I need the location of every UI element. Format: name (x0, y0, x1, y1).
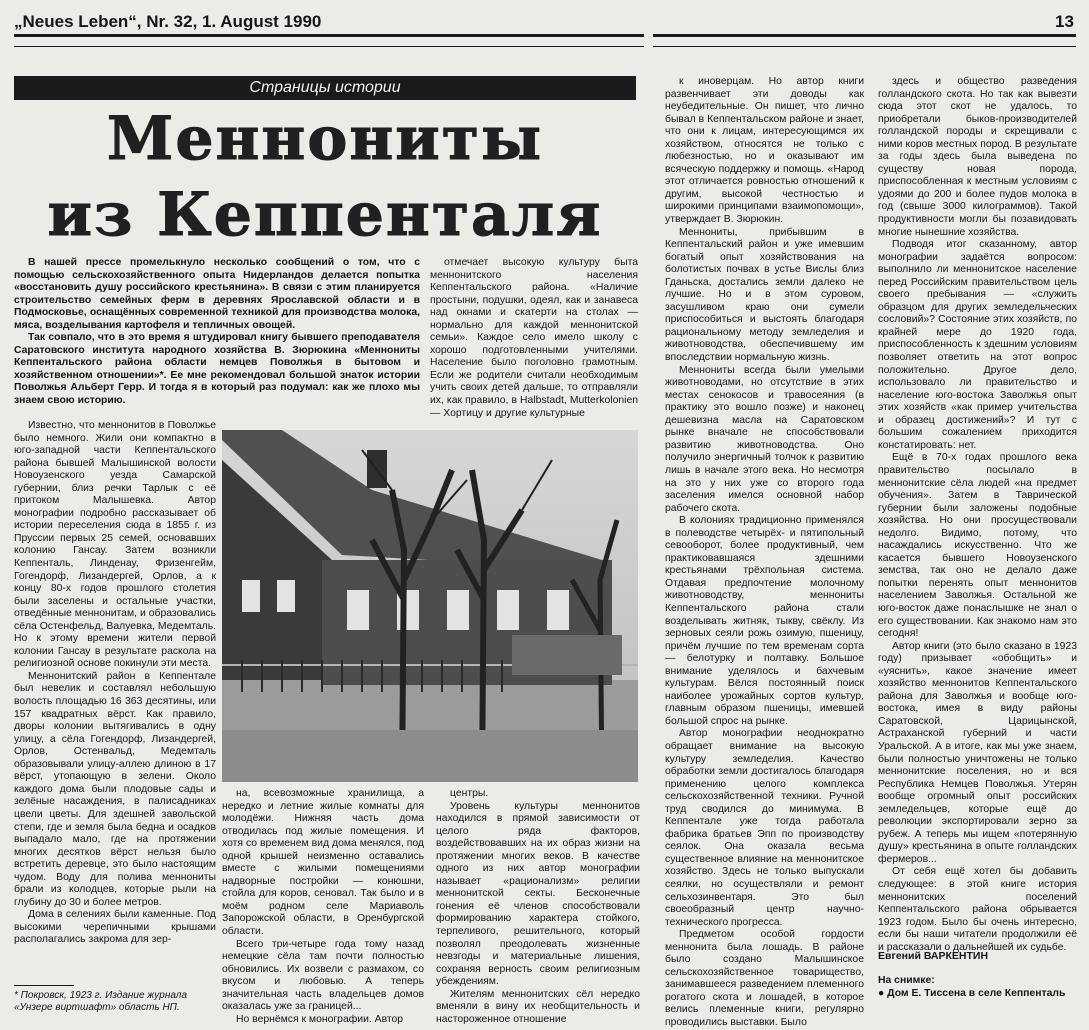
text-paragraph: В колониях традиционно применялся в полеводстве четырёх- и пятипольный севооборот, более продуктивный, чем практиковавшаяся здешними крестьянами трёхпольная система. Отдавая предпочтение молочному животноводству, меннониты Кеппентальского района стали возделывать житняк, тыкву, свёклу. Из зерновых сеяли рожь озимую, пшеницу, причём лучшие по тем временам сорта — белотурку и полтавку. Большое внимание уделялось и бахчевым культурам. Вёлся постоянный поиск наиболее урожайных сортов культур, главным образом пшеницы, имевшей большой спрос на рынке. (665, 515, 864, 727)
text-paragraph: центры. (450, 788, 489, 799)
column-5 (878, 76, 1077, 953)
article-title-line1: Меннониты (106, 104, 544, 174)
footnote-rule (14, 985, 74, 986)
section-rubric: Страницы истории (14, 76, 636, 100)
column-1 (14, 420, 216, 968)
text-paragraph: Предметом особой гордости меннонита была лошадь. В районе было создано Малышинское сельскохозяйственное товарищество, занимавшееся разведением племенного рогатого скота и лошадей, в которое велись племенные книги, регулярно проводились выставки. Было (665, 929, 864, 1029)
text-paragraph: к иноверцам. Но автор книги развенчивает эти доводы как неубедительные. Он пишет, что лично бывал в Кеппентальском районе и знает, что они к лицам, интересующимся их хозяйством, относятся не только с любезностью, но и оказывают им всяческую поддержку и помощь. «Народ этот отличается ровностью отношений к другим, высокой честностью и широкими принципами взаимопомощи», утверждает В. Зюрюкин. (665, 76, 864, 226)
caption-text: ● Дом Е. Тиссена в селе Кеппенталь (878, 987, 1066, 999)
text-paragraph: Всего три-четыре года тому назад немецкие сёла там почти полностью обновились. Их возвели с размахом, со вкусом и любовью. А теперь значительная часть владельцев домов оказалась уже за границей... (222, 938, 424, 1013)
column-2-top (430, 257, 638, 417)
lead-paragraph: В нашей прессе промелькнуло несколько сообщений о том, что с помощью сельскохозяйственного опыта Нидерландов делается попытка «восстановить душу российского крестьянина». В связи с этим планируется строительство семейных ферм в деревнях Ярославской области и в Подмосковье, оснащённых современной техникой для производства молока, мяса, возделывания картофеля и тепличных овощей. (14, 257, 420, 331)
text-paragraph: Уровень культуры меннонитов находился в прямой зависимости от целого ряда факторов, воздействовавших на их образ жизни на протяжении многих веков. В качестве одного из них автор монографии называет «рационализм» религии меннонитской секты. Бесконечные гонения её членов способствовали формированию характера стойкого, терпеливого, решительного, который позволял преодолевать жизненные невзгоды и материальные лишения, сохраняя верность своим религиозным убеждениям. (436, 800, 640, 988)
text-paragraph: Меннонитский район в Кеппентале был невелик и составлял небольшую волость площадью 16 363 десятины, или 157 квадратных вёрст. Как правило, дворы колонии вытягивались в одну улицу, а сёла Гогендорф, Лизандергей, Орлов, Остенвальд, Медемталь образовывали улицу-аллею длиною в 17 вёрст, утопающую в зелени. Около каждого дома были плодовые сады и зелёные насаждения, в палисадниках цвели цветы. Для здешней завольской степи, где и земля была бедна и осадков выпадало мало, где на протяжении многих десятков вёрст нельзя было встретить деревце, это было настоящим чудом. Воду для полива меннониты брали из колодцев, которые рыли на глубину до 30 и более метров. (14, 670, 216, 908)
column-2-bottom (222, 788, 424, 1025)
column-4 (665, 76, 864, 1029)
footnote: * Покровск, 1923 г. Издание журнала «Унзере виртшафт» область НП. (14, 990, 188, 1013)
header-rule-thin-left (14, 46, 644, 47)
lead-paragraph: Так совпало, что в это время я штудировал книгу бывшего преподавателя Саратовского института народного хозяйства В. Зюрюкина «Меннониты Кеппентальского района области немцев Поволжья в бытовом и хозяйственном отношении»*. Ее мне рекомендовал большой знаток истории Поволжья Альберт Герр. И тогда я в который раз подумал: как же плохо мы знаем свою историю. (14, 332, 420, 407)
header-rule-thin-right (653, 46, 1076, 47)
article-lead (14, 257, 420, 412)
page-number: 13 (1055, 12, 1074, 31)
text-paragraph: Жителям меннонитских сёл нередко вменяли в вину их необщительность и настороженное отношение (436, 988, 640, 1025)
newspaper-header: „Neues Leben“, Nr. 32, 1. August 1990 (14, 12, 322, 31)
text-paragraph: Известно, что меннонитов в Поволжье было немного. Жили они компактно в юго-западной части Кеппентальского района бывшей Малышинской волости Новоузенского уезда Самарской губернии, близ речки Тарлык с её притоком Малышевка. Автор монографии подробно рассказывает об истории переселения сюда в 1855 г. из Пруссии первых 25 семей, основавших колонию Гансау. Затем возникли Кеппенталь, Линденау, Фризенгейм, Гогендорф, Лизандергей, Орлов, а к концу 80-х годов прошлого столетия были заселены и остальные участки, отведённые меннонитам, и образовались сёла Остенфельд, Валуевка, Медемталь. Но к этому времени жители первой колонии Гансау в результате раскола на религиозной основе покинули эти места. (14, 420, 217, 670)
header-rule-left (14, 34, 644, 37)
photo-caption (878, 975, 1078, 1000)
text-paragraph: Меннониты, прибывшим в Кеппентальский район и уже имевшим богатый опыт хозяйствования на болотистых почвах в устье Вислы близ Гданьска, достались земли далеко не лучшие. Но и в этом суровом, засушливом краю они сумели приспособиться и выстоять благодаря рациональному методу земледелия и животноводства, обеспечившему им впоследствии нормальную жизнь. (665, 226, 864, 364)
text-paragraph: Дома в селениях были каменные. Под высокими черепичными крышами располагались закрома для зер- (14, 909, 216, 946)
text-paragraph: Автор монографии неоднократно обращает внимание на высокую культуру земледелия. Качество обработки земли достигалось благодаря применению целого комплекса сельскохозяйственной техники. Ручной труд сводился до минимума. В Кеппентале уже тогда работала фабрика братьев Эпп по производству сеялок. Она оказала весьма существенное влияние на меннонитское хозяйство. Здесь не только выпускали сеялки, но осуществляли и ремонт сельхозинвентаря. Это был своеобразный центр научно-технического прогресса. (665, 728, 864, 928)
text-paragraph: От себя ещё хотел бы добавить следующее: в этой книге история меннонитских поселений Кеппентальского района обрывается 1923 годом. Было бы очень интересно, если бы наши читатели продолжили её и рассказали о дальнейшей их судьбе. (878, 866, 1077, 953)
text-paragraph: здесь и общество разведения голландского скота. Но так как вывезти сюда этот скот не удалось, то приобретали быков-производителей голландской породы и скрещивали с ними коров местных пород. В результате за годы здесь была выведена по существу новая порода, приспособленная к местным условиям с удоями до 200 и более пудов молока в год (свыше 3000 килограммов). Такой продуктивности могли бы позавидовать многие нынешние хозяйства. (878, 76, 1077, 238)
caption-label: На снимке: (878, 975, 935, 986)
text-paragraph: Меннониты всегда были умелыми животноводами, но отсутствие в этих местах сенокосов и травосеяния (в практику это вошло позже) и наконец дешевизна масла на Саратовском рынке вначале не способствовали развитию животноводства. Оно получило энергичный толчок к развитию лишь в начале этого века. Но несмотря на это у них уже со второго года заселения имелся основной набор рабочего скота. (665, 364, 864, 514)
header-rule-right (653, 34, 1076, 37)
article-title-line2: из Кеппенталя (47, 180, 603, 250)
text-paragraph: на, всевозможные хранилища, а нередко и летние жилые комнаты для молодёжи. Нижняя часть дома отводилась под жилые помещения. И хотя со временем вид дома менялся, под одной крышей неизменно оставались вместе с жилыми помещениями надворные постройки — конюшни, стойла для коров, сеновал. Так было и в моём родном селе Мариаволь Запорожской области, в Оренбургской области. (222, 788, 424, 938)
text-paragraph: Автор книги (это было сказано в 1923 году) призывает «обобщить» и «уяснить», какое значение имеет хозяйство меннонитов Кеппентальского района для Заволжья и вообще юго-востока, имея в виду районы Саратовской, Царицынской, Астраханской губерний и части Уральской. А в итоге, как мы уже знаем, были полностью уничтожены не только меннонитские поселения, но и вся Республика Немцев Поволжья. Утерян вообще огромный опыт российских земледельцев, которые ещё до революции экспортировали зерно за рубеж. А теперь мы ищем «потерянную душу» крестьянина в опыте голландских фермеров... (878, 640, 1077, 865)
text-paragraph: отмечает высокую культуру быта меннонитского населения Кеппентальского района. «Наличие простыни, подушки, одеял, как и занавеса над окнами и скатерти на столах — нормально для каждой меннонитской семьи». Каждое село имело школу с хорошо подготовленными учителями. Население было поголовно грамотным. Если же родители считали необходимым учить своих детей дальше, то отправляли их, как правило, в Halbstadt, Mutterkolonien — Хортицу и другие культурные (430, 257, 638, 419)
text-paragraph: Ещё в 70-х годах прошлого века правительство посылало в меннонитские сёла людей «на предмет обучения». Затем в Таврической губернии были заложены подобные хозяйства. Но они просуществовали недолго. Видимо, потому, что насаждались искусственно. Что же касается бывшего Новоузенского земства, так оно не делало даже попытки перенять опыт меннонитов населением Заволжья. Остальной же юго-восток даже понаслышке не знал о его существовании. Как знакомо нам это сегодня! (878, 452, 1077, 640)
author-signature: Евгений ВАРКЕНТИН (878, 950, 989, 962)
column-3-bottom (436, 788, 640, 1025)
text-paragraph: Подводя итог сказанному, автор монографии задаётся вопросом: выполнило ли меннонитское население перед Российским правительством цель своего пребывания — «служить образцом для других земледельческих сословий»? Состояние этих хозяйств, по крайней мере до 1920 года, приспособленность к здешним условиям позволяет ответить на этот вопрос положительно. Другое дело, использовало ли правительство и население юго-востока Заволжья опыт этих хозяйств «как пример учительства и образец достижений»? И тут с большим сожалением приходится констатировать: нет. (878, 239, 1077, 451)
text-paragraph: Но вернёмся к монографии. Автор (236, 1013, 404, 1025)
house-photo (222, 430, 638, 782)
